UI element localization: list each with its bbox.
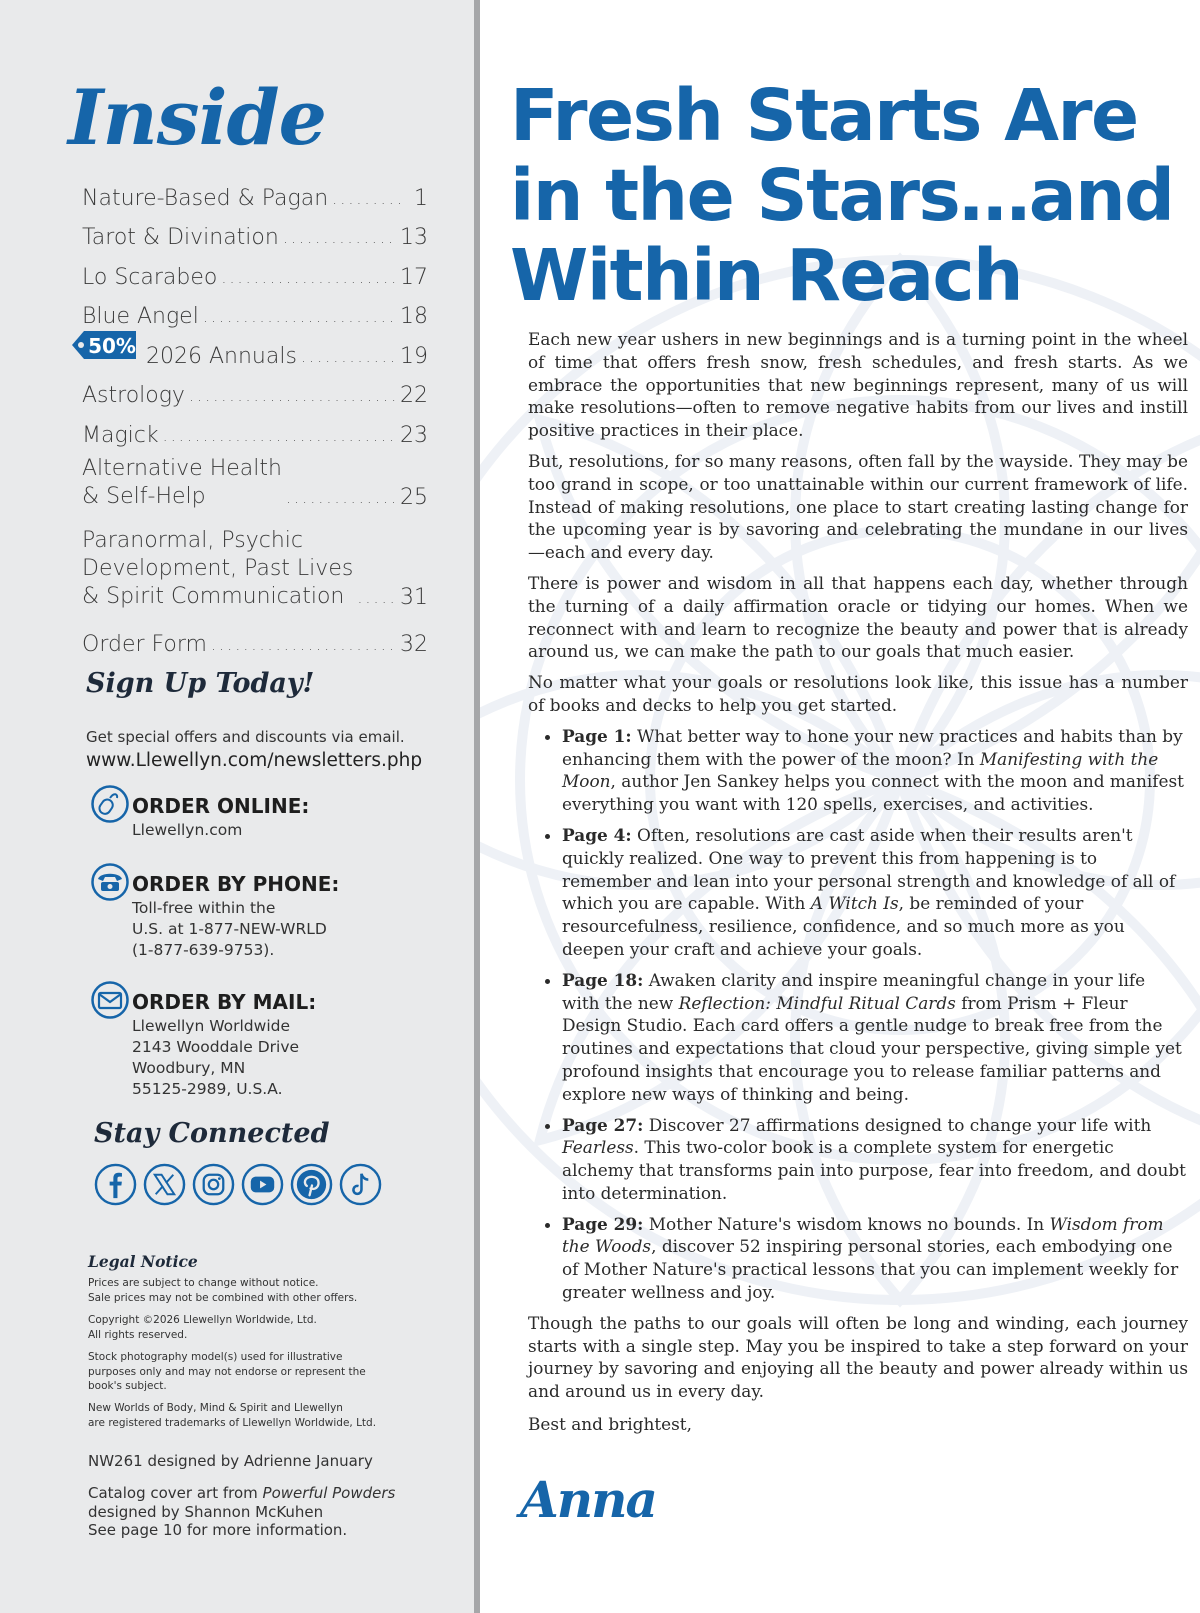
toc-item[interactable]: Paranormal, Psychic Development, Past Lives & Spirit Communication ..... 31 xyxy=(82,527,428,611)
order-phone-line: Toll-free within the xyxy=(132,899,276,917)
book-title: A Witch Is xyxy=(810,893,899,914)
toc-item[interactable]: Astrology ..... 22 xyxy=(82,370,428,410)
order-mail-title: ORDER BY MAIL: xyxy=(132,990,317,1014)
list-item xyxy=(562,1114,1188,1205)
bullet-text: Discover 27 affirmations designed to change your life with xyxy=(643,1114,1152,1135)
cover-credit xyxy=(88,1484,395,1540)
bullet-text: from Prism + Fleur Design Studio. Each card offers a gentle nudge to break free from the routines and expectations that cloud your perspective, giving simple yet profound insights that encourage you to release familiar patterns and explore new ways of thinking and being. xyxy=(562,992,1182,1104)
cover-credit-line: designed by Shannon McKuhen xyxy=(88,1502,324,1521)
closing-paragraph: Though the paths to our goals will often be long and winding, each journey starts with a single step. May you be inspired to take a step forward on your journey by savoring and enjoying all the beauty and power already within us and around us in every day. xyxy=(528,1312,1188,1402)
social-links xyxy=(94,1163,382,1206)
legal-text xyxy=(88,1276,357,1305)
paragraph: But, resolutions, for so many reasons, often fall by the wayside. They may be too grand in scope, or too unattainable within our current framework of life. Instead of making resolutions, one place to start creating lasting change for the upcoming year is by savoring and celebrating the mundane in our lives—each and every day. xyxy=(528,450,1188,563)
legal-line: are registered trademarks of Llewellyn Worldwide, Ltd. xyxy=(88,1416,377,1429)
table-of-contents xyxy=(82,172,428,658)
sale-badge xyxy=(70,328,138,362)
bullet-text: Awaken clarity and inspire meaningful change in your life with the new xyxy=(562,969,1146,1013)
legal-line: All rights reserved. xyxy=(88,1328,188,1341)
sign-off: Best and brightest, xyxy=(528,1414,692,1435)
toc-item[interactable]: Lo Scarabeo ..... 17 xyxy=(82,251,428,291)
tag-icon xyxy=(70,328,138,362)
paragraph: There is power and wisdom in all that happens each day, whether through the turning of a daily affirmation oracle or tidying our homes. When we reconnect with and learn to recognize the beauty and power that is already around us, we can make the path to our goals that much easier. xyxy=(528,572,1188,662)
order-online-title: ORDER ONLINE: xyxy=(132,794,310,818)
toc-item[interactable]: Tarot & Divination ..... 13 xyxy=(82,212,428,252)
legal-line: book's subject. xyxy=(88,1380,167,1392)
x-icon[interactable] xyxy=(143,1163,186,1206)
order-phone-line: (1-877-639-9753). xyxy=(132,941,275,959)
order-mail-line: 2143 Wooddale Drive xyxy=(132,1038,300,1056)
bullet-text: What better way to hone your new practices and habits than by enhancing them with the power of the moon? In xyxy=(562,725,1183,769)
book-title: Reflection: Mindful Ritual Cards xyxy=(678,992,956,1013)
legal-line: purposes only and may not endorse or represent the xyxy=(88,1365,366,1378)
order-online-link[interactable]: Llewellyn.com xyxy=(132,821,243,839)
telephone-icon xyxy=(90,862,130,902)
cover-credit-prefix: Catalog cover art from xyxy=(88,1484,263,1502)
list-item xyxy=(562,1213,1188,1304)
envelope-icon xyxy=(90,980,130,1020)
designed-by: NW261 designed by Adrienne January xyxy=(88,1452,373,1470)
stay-connected-title: Stay Connected xyxy=(94,1118,330,1149)
bullet-text: , discover 52 inspiring personal stories, each embodying one of Mother Nature's practical lessons that you can implement weekly for greater wellness and joy. xyxy=(562,1236,1179,1303)
main-article xyxy=(480,0,1200,1613)
sidebar xyxy=(0,0,474,1613)
bullet-text: . This two-color book is a complete system for energetic alchemy that transforms pain into purpose, fear into freedom, and doubt into determination. xyxy=(562,1137,1186,1203)
highlights-list xyxy=(528,725,1188,1304)
headline: Fresh Starts Are in the Stars…and Within Reach xyxy=(510,74,1174,317)
list-item xyxy=(562,969,1188,1106)
svg-text:50%: 50% xyxy=(88,334,136,358)
page-ref: Page 4: xyxy=(562,824,632,845)
page-ref: Page 29: xyxy=(562,1213,644,1234)
order-phone-line: U.S. at 1-877-NEW-WRLD xyxy=(132,920,327,938)
pinterest-icon[interactable] xyxy=(290,1163,333,1206)
paragraph: Each new year ushers in new beginnings and is a turning point in the wheel of time that offers fresh snow, fresh schedules, and fresh starts. As we embrace the opportunities that new beginnings represent, many of us will make resolutions—often to remove negative habits from our lives and instill positive practices in their place. xyxy=(528,329,1188,441)
signup-title: Sign Up Today! xyxy=(86,668,315,699)
legal-line: Copyright ©2026 Llewellyn Worldwide, Ltd. xyxy=(88,1314,317,1326)
toc-item[interactable]: Order Form ..... 32 xyxy=(82,619,428,659)
cover-credit-title: Powerful Powders xyxy=(262,1484,396,1502)
facebook-icon[interactable] xyxy=(94,1163,137,1206)
stock-photo-text xyxy=(88,1350,366,1394)
legal-line: Prices are subject to change without notice. xyxy=(88,1277,319,1289)
newsletter-link[interactable]: www.Llewellyn.com/newsletters.php xyxy=(86,750,423,771)
bullet-text: Mother Nature's wisdom knows no bounds. In xyxy=(643,1213,1050,1234)
list-item xyxy=(562,725,1188,816)
legal-line: Sale prices may not be combined with other offers. xyxy=(88,1291,358,1304)
order-mail-line: 55125-2989, U.S.A. xyxy=(132,1080,283,1098)
list-item xyxy=(562,824,1188,961)
toc-item[interactable]: Blue Angel ..... 18 xyxy=(82,291,428,331)
youtube-icon[interactable] xyxy=(241,1163,284,1206)
book-title: Manifesting with the Moon xyxy=(562,748,1159,792)
bullet-text: Often, resolutions are cast aside when their results aren't quickly realized. One way to prevent this from happening is to remember and lean into your personal strength and knowledge of all of which you are capable. With xyxy=(562,824,1176,914)
paragraph: No matter what your goals or resolutions look like, this issue has a number of books and decks to help you get started. xyxy=(528,672,1188,715)
legal-notice-title: Legal Notice xyxy=(88,1252,198,1271)
toc-item[interactable]: Alternative Health & Self-Help ..... 25 xyxy=(82,455,428,511)
toc-item[interactable]: 2026 Annuals ..... 19 xyxy=(82,330,428,370)
order-mail-line: Woodbury, MN xyxy=(132,1059,246,1077)
page-ref: Page 18: xyxy=(562,969,644,990)
bullet-text: , be reminded of your resourcefulness, resilience, confidence, and so much more as you deepen your craft and achieve your goals. xyxy=(562,893,1125,959)
mouse-icon xyxy=(90,784,130,824)
order-phone-title: ORDER BY PHONE: xyxy=(132,872,340,896)
trademark-text xyxy=(88,1401,376,1430)
copyright-text xyxy=(88,1313,317,1342)
toc-item[interactable]: Nature-Based & Pagan ..... 1 xyxy=(82,172,428,212)
cover-credit-line: See page 10 for more information. xyxy=(88,1521,348,1539)
article-body xyxy=(528,328,1188,1436)
tiktok-icon[interactable] xyxy=(339,1163,382,1206)
inside-title: Inside xyxy=(68,73,326,162)
order-mail-line: Llewellyn Worldwide xyxy=(132,1017,291,1035)
page-ref: Page 1: xyxy=(562,725,632,746)
book-title: Fearless xyxy=(562,1137,634,1158)
legal-line: Stock photography model(s) used for illustrative xyxy=(88,1351,343,1363)
toc-item[interactable]: Magick ..... 23 xyxy=(82,409,428,449)
legal-line: New Worlds of Body, Mind & Spirit and Llewellyn xyxy=(88,1402,343,1414)
book-title: Wisdom from the Woods xyxy=(562,1213,1164,1257)
instagram-icon[interactable] xyxy=(192,1163,235,1206)
page-ref: Page 27: xyxy=(562,1114,644,1135)
signup-text: Get special offers and discounts via email. xyxy=(86,728,405,746)
bullet-text: , author Jen Sankey helps you connect with the moon and manifest everything you want with 120 spells, exercises, and activities. xyxy=(562,771,1184,815)
signature: Anna xyxy=(520,1470,656,1529)
